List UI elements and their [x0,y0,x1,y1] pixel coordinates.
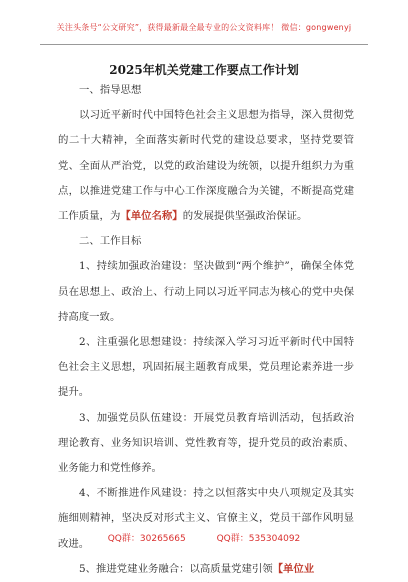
unit-placeholder-partial: 【单位业 [272,562,315,575]
paragraph-guiding-ideology [58,103,354,229]
footer-contact [0,531,408,544]
qq-group-1: QQ群：30265665 [107,534,186,544]
header-divider [40,44,368,45]
goal-item-4: 4、不断推进作风建设：持之以恒落实中央八项规定及其实施细则精神，坚决反对形式主义、官僚主义，党员干部作风明显改进。 [58,487,354,550]
unit-name-placeholder: 【单位名称】 [120,210,183,223]
paragraph-text: 以习近平新时代中国特色社会主义思想为指导，深入贯彻党的二十大精神，全面落实新时代党的建设总要求，坚持党要管党、全面从严治党，以党的政治建设为统领，以提升组织力为重点，以推进党建工作与中心工作深度融合为关键，不断提高党建工作质量，为 [58,109,354,223]
header-banner: 关注头条号“公文研究”，获得最新最全最专业的公文资料库！ 微信：gongwenyj [56,23,352,32]
goal-item-1: 1、持续加强政治建设：坚决做到“两个维护”，确保全体党员在思想上、政治上、行动上同以习近平同志为核心的党中央保持高度一致。 [58,260,354,323]
section-heading-guiding-ideology: 一、指导思想 [79,84,142,96]
goal-item-5 [58,557,354,582]
section-heading-work-goals: 二、工作目标 [79,235,142,248]
document-title: 2025年机关党建工作要点工作计划 [109,63,299,77]
document-body [58,78,354,582]
goal-item-3: 3、加强党员队伍建设：开展党员教育培训活动，包括政治理论教育、业务知识培训、党性教育等，提升党员的政治素质、业务能力和党性修养。 [58,411,354,475]
paragraph-text-end: 的发展提供坚强政治保证。 [182,210,308,223]
goal-item-2: 2、注重强化思想建设：持续深入学习习近平新时代中国特色社会主义思想，巩固拓展主题教育成果，党员理论素养进一步提升。 [58,336,354,399]
goal-item-5-text: 5、推进党建业务融合：以高质量党建引领 [79,562,273,575]
qq-group-2: QQ群：535304092 [216,534,301,544]
